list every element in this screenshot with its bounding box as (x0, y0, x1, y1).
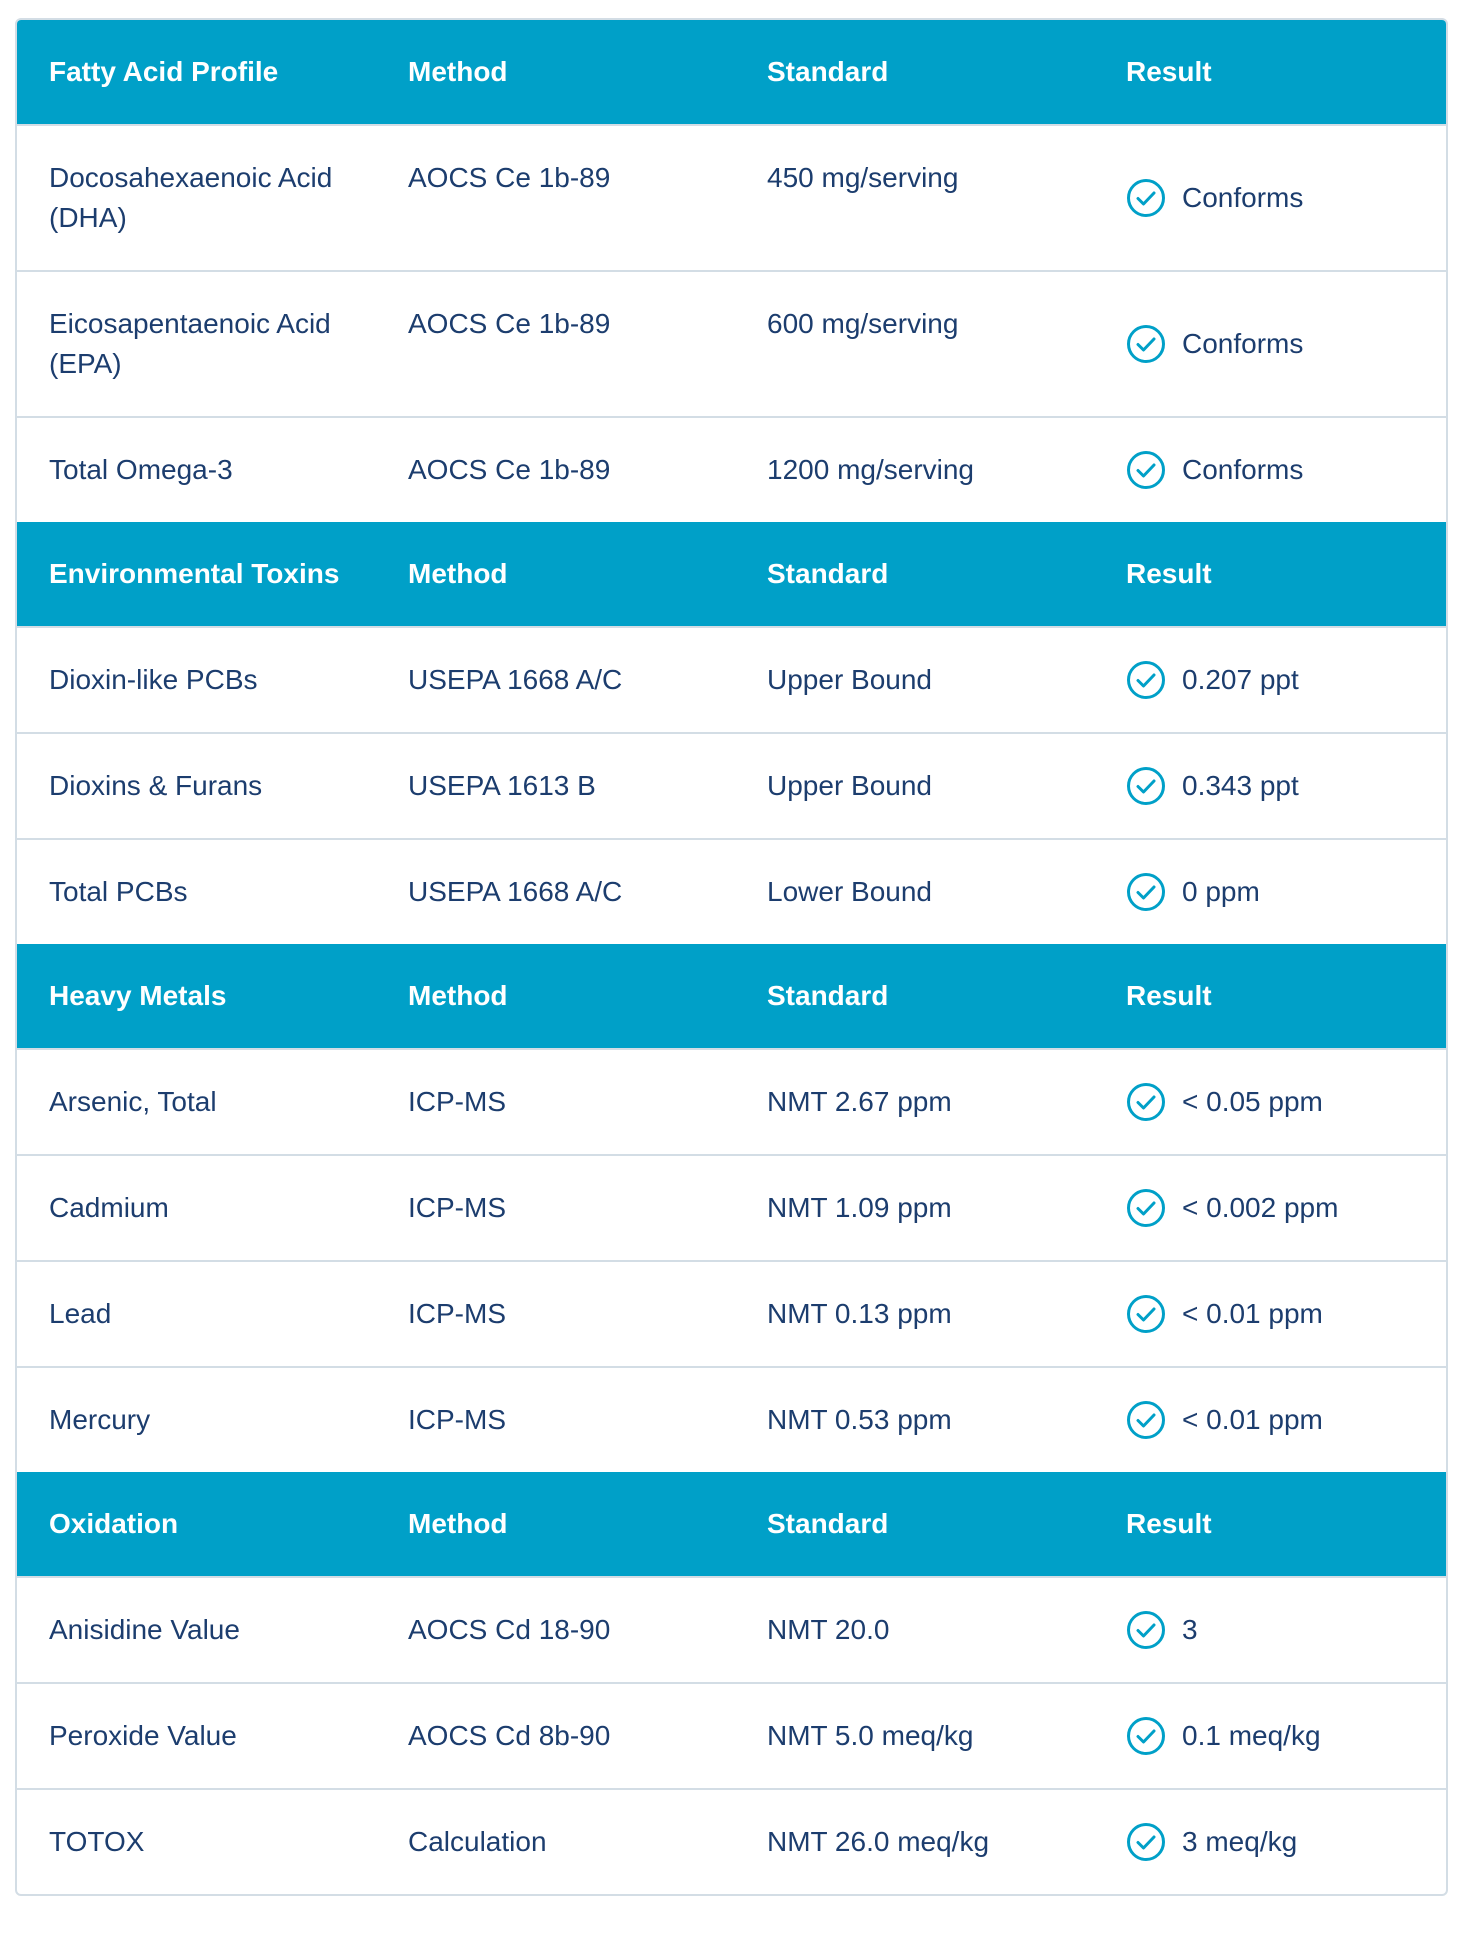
method-header-cell (376, 944, 735, 1048)
method-header-cell (376, 1472, 735, 1576)
standard-cell (735, 1684, 1094, 1788)
method-header-cell (376, 522, 735, 626)
standard-cell (735, 734, 1094, 838)
test-name: Cadmium (49, 1192, 169, 1223)
check-circle-icon (1126, 1822, 1166, 1862)
standard: 600 mg/serving (767, 308, 959, 339)
method-cell (376, 418, 735, 522)
method: AOCS Cd 18-90 (408, 1614, 611, 1645)
standard: NMT 26.0 meq/kg (767, 1826, 990, 1857)
standard-header: Standard (767, 56, 889, 87)
result-value: Conforms (1182, 182, 1304, 213)
check-circle-icon (1126, 1082, 1166, 1122)
section-title-cell (17, 20, 376, 124)
test-name: Eicosapentaenoic Acid (EPA) (49, 308, 331, 379)
standard: NMT 0.53 ppm (767, 1404, 952, 1435)
result-value: 3 (1182, 1614, 1198, 1645)
check-circle-icon (1126, 766, 1166, 806)
standard: Lower Bound (767, 876, 933, 907)
standard-cell (735, 1790, 1094, 1894)
check-circle-icon (1126, 872, 1166, 912)
standard-header: Standard (767, 980, 889, 1011)
result-header-cell (1094, 20, 1446, 124)
result-value: < 0.01 ppm (1182, 1298, 1323, 1329)
test-name-cell (17, 1790, 376, 1894)
result-value: < 0.002 ppm (1182, 1192, 1339, 1223)
result-header: Result (1126, 980, 1212, 1011)
test-name-cell (17, 418, 376, 522)
check-circle-icon (1126, 450, 1166, 490)
standard-header: Standard (767, 558, 889, 589)
result-value: 0.1 meq/kg (1182, 1720, 1321, 1751)
standard: NMT 2.67 ppm (767, 1086, 952, 1117)
standard-cell (735, 1050, 1094, 1154)
result-value: 3 meq/kg (1182, 1826, 1298, 1857)
table-row (17, 626, 1446, 732)
method: USEPA 1613 B (408, 770, 596, 801)
method-header-cell (376, 20, 735, 124)
test-name: Peroxide Value (49, 1720, 237, 1751)
result-header-cell (1094, 1472, 1446, 1576)
result-value: < 0.01 ppm (1182, 1404, 1323, 1435)
method-cell (376, 1684, 735, 1788)
result-header: Result (1126, 1508, 1212, 1539)
test-name: Anisidine Value (49, 1614, 240, 1645)
result-header: Result (1126, 56, 1212, 87)
result-header: Result (1126, 558, 1212, 589)
test-name: Dioxins & Furans (49, 770, 263, 801)
table-row (17, 1048, 1446, 1154)
section-title-cell (17, 1472, 376, 1576)
section-title-cell (17, 522, 376, 626)
test-name-cell (17, 628, 376, 732)
table-row (17, 1260, 1446, 1366)
standard-cell (735, 840, 1094, 944)
result-value: < 0.05 ppm (1182, 1086, 1323, 1117)
standard: NMT 5.0 meq/kg (767, 1720, 974, 1751)
result-cell (1094, 1156, 1446, 1260)
test-name: Arsenic, Total (49, 1086, 217, 1117)
standard: NMT 1.09 ppm (767, 1192, 952, 1223)
section-title: Oxidation (49, 1508, 179, 1539)
method: Calculation (408, 1826, 547, 1857)
method-cell (376, 840, 735, 944)
result-cell (1094, 418, 1446, 522)
method: AOCS Ce 1b-89 (408, 162, 611, 193)
check-circle-icon (1126, 1716, 1166, 1756)
result-cell (1094, 1790, 1446, 1894)
table-row (17, 1576, 1446, 1682)
table-row (17, 732, 1446, 838)
table-row (17, 1788, 1446, 1894)
check-circle-icon (1126, 1400, 1166, 1440)
result-cell (1094, 1578, 1446, 1682)
standard-header: Standard (767, 1508, 889, 1539)
method: ICP-MS (408, 1192, 506, 1223)
test-name-cell (17, 1262, 376, 1366)
result-value: 0.207 ppt (1182, 664, 1299, 695)
test-name: Dioxin-like PCBs (49, 664, 258, 695)
method-cell (376, 1578, 735, 1682)
result-value: Conforms (1182, 454, 1304, 485)
result-cell (1094, 628, 1446, 732)
test-name: Mercury (49, 1404, 151, 1435)
table-row (17, 838, 1446, 944)
check-circle-icon (1126, 660, 1166, 700)
method-header: Method (408, 980, 508, 1011)
section-header (17, 20, 1446, 124)
section-header (17, 1472, 1446, 1576)
method-cell (376, 1050, 735, 1154)
result-cell (1094, 734, 1446, 838)
section-title: Fatty Acid Profile (49, 56, 279, 87)
standard-cell (735, 126, 1094, 270)
method: AOCS Ce 1b-89 (408, 454, 611, 485)
test-name: Docosahexaenoic Acid (DHA) (49, 162, 333, 233)
method: USEPA 1668 A/C (408, 664, 623, 695)
standard-header-cell (735, 944, 1094, 1048)
check-circle-icon (1126, 178, 1166, 218)
test-name-cell (17, 840, 376, 944)
method: ICP-MS (408, 1086, 506, 1117)
result-cell (1094, 1368, 1446, 1472)
test-name: Total Omega-3 (49, 454, 233, 485)
test-name: TOTOX (49, 1826, 145, 1857)
section-header (17, 944, 1446, 1048)
method-cell (376, 1368, 735, 1472)
standard-cell (735, 1368, 1094, 1472)
table-row (17, 270, 1446, 416)
check-circle-icon (1126, 1294, 1166, 1334)
result-value: 0 ppm (1182, 876, 1260, 907)
test-name-cell (17, 1578, 376, 1682)
standard: NMT 0.13 ppm (767, 1298, 952, 1329)
method-cell (376, 1156, 735, 1260)
table-row (17, 416, 1446, 522)
standard-header-cell (735, 1472, 1094, 1576)
result-cell (1094, 126, 1446, 270)
check-circle-icon (1126, 1610, 1166, 1650)
method: AOCS Ce 1b-89 (408, 308, 611, 339)
standard-header-cell (735, 522, 1094, 626)
method-cell (376, 272, 735, 416)
section-header (17, 522, 1446, 626)
method-cell (376, 1790, 735, 1894)
method: ICP-MS (408, 1298, 506, 1329)
check-circle-icon (1126, 1188, 1166, 1228)
method: ICP-MS (408, 1404, 506, 1435)
standard-cell (735, 272, 1094, 416)
result-cell (1094, 1684, 1446, 1788)
test-name-cell (17, 272, 376, 416)
method-cell (376, 734, 735, 838)
table-row (17, 1154, 1446, 1260)
check-circle-icon (1126, 324, 1166, 364)
standard: Upper Bound (767, 664, 933, 695)
standard: 1200 mg/serving (767, 454, 975, 485)
section-title-cell (17, 944, 376, 1048)
test-name-cell (17, 1156, 376, 1260)
table-row (17, 1682, 1446, 1788)
standard-cell (735, 1156, 1094, 1260)
test-name: Lead (49, 1298, 112, 1329)
method-header: Method (408, 1508, 508, 1539)
method: USEPA 1668 A/C (408, 876, 623, 907)
test-name-cell (17, 734, 376, 838)
result-header-cell (1094, 944, 1446, 1048)
method-cell (376, 628, 735, 732)
standard: Upper Bound (767, 770, 933, 801)
test-name-cell (17, 126, 376, 270)
standard: NMT 20.0 (767, 1614, 890, 1645)
standard: 450 mg/serving (767, 162, 959, 193)
table-row (17, 1366, 1446, 1472)
result-header-cell (1094, 522, 1446, 626)
result-cell (1094, 272, 1446, 416)
result-cell (1094, 1262, 1446, 1366)
section-title: Environmental Toxins (49, 558, 340, 589)
standard-cell (735, 418, 1094, 522)
method-header: Method (408, 56, 508, 87)
method: AOCS Cd 8b-90 (408, 1720, 611, 1751)
standard-cell (735, 1578, 1094, 1682)
standard-cell (735, 1262, 1094, 1366)
test-name: Total PCBs (49, 876, 188, 907)
result-cell (1094, 1050, 1446, 1154)
method-header: Method (408, 558, 508, 589)
method-cell (376, 1262, 735, 1366)
method-cell (376, 126, 735, 270)
result-value: Conforms (1182, 328, 1304, 359)
section-title: Heavy Metals (49, 980, 227, 1011)
standard-cell (735, 628, 1094, 732)
table-row (17, 124, 1446, 270)
analysis-table (15, 18, 1448, 1896)
result-value: 0.343 ppt (1182, 770, 1299, 801)
test-name-cell (17, 1368, 376, 1472)
test-name-cell (17, 1684, 376, 1788)
standard-header-cell (735, 20, 1094, 124)
test-name-cell (17, 1050, 376, 1154)
result-cell (1094, 840, 1446, 944)
